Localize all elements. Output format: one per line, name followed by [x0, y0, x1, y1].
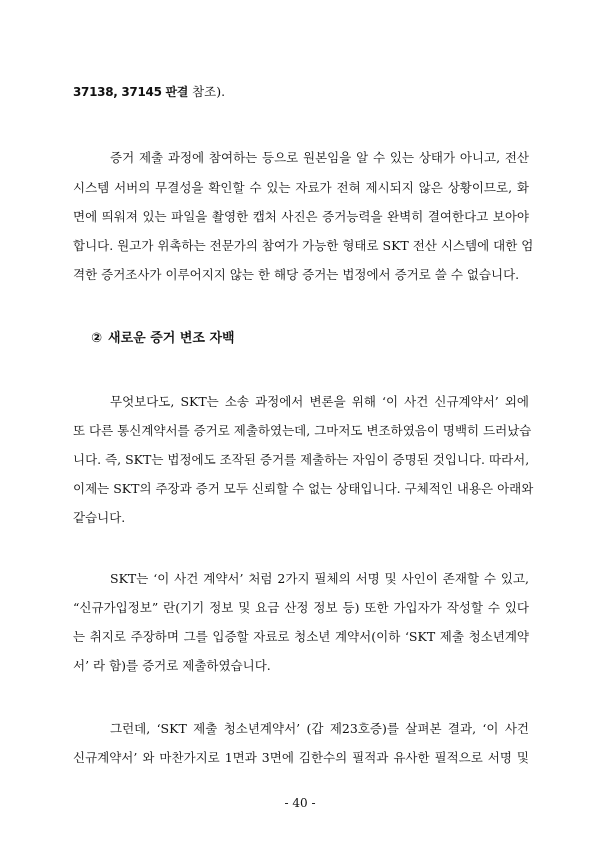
para2-line-4: 이제는 SKT의 주장과 증거 모두 신뢰할 수 없는 상태입니다. 구체적인 내용은 아래와: [73, 481, 534, 496]
section-number: ②: [91, 331, 103, 346]
intro-line: [73, 84, 529, 100]
para2-line-5: 같습니다.: [73, 510, 126, 525]
section-heading: [91, 330, 235, 348]
page-number: - 40 -: [284, 796, 316, 810]
para4-line-2: 신규계약서’ 와 마찬가지로 1면과 3면에 김한수의 필적과 유사한 필적으로 서명 및: [73, 750, 529, 765]
para2-line-1: 무엇보다도, SKT는 소송 과정에서 변론을 위해 ‘이 사건 신규계약서’ 외에: [110, 394, 529, 409]
para1-line-5: 격한 증거조사가 이루어지지 않는 한 해당 증거는 법정에서 증거로 쓸 수 없습니다.: [73, 267, 520, 282]
para1-line-2: 시스템 서버의 무결성을 확인할 수 있는 자료가 전혀 제시되지 않은 상황이므로, 화: [73, 180, 529, 195]
para1-line-3: 면에 띄워져 있는 파일을 촬영한 캡처 사진은 증거능력을 완벽히 결여한다고 보아야: [73, 209, 529, 224]
section-title: 새로운 증거 변조 자백: [108, 331, 235, 346]
para4-line-1: 그런데, ‘SKT 제출 청소년계약서’ (갑 제23호증)를 살펴본 결과, ‘이 사건: [110, 721, 529, 736]
para1-line-1: 증거 제출 과정에 참여하는 등으로 원본임을 알 수 있는 상태가 아니고, 전산: [110, 150, 529, 165]
para2-line-3: 니다. 즉, SKT는 법정에도 조작된 증거를 제출하는 자임이 증명된 것입니다. 따라서,: [73, 452, 530, 467]
para3-line-3: 는 취지로 주장하며 그를 입증할 자료로 청소년 계약서(이하 ‘SKT 제출 청소년계약: [73, 629, 529, 644]
case-reference: 37138, 37145 판결: [73, 85, 189, 99]
para3-line-2: “신규가입정보” 란(기기 정보 및 요금 산정 정보 등) 또한 가입자가 작성할 수 있다: [73, 600, 529, 615]
para2-line-2: 또 다른 통신계약서를 증거로 제출하였는데, 그마저도 변조하였음이 명백히 드러났습: [73, 423, 532, 438]
para3-line-4: 서’ 라 함)를 증거로 제출하였습니다.: [73, 658, 271, 673]
para1-line-4: 합니다. 원고가 위촉하는 전문가의 참여가 가능한 형태로 SKT 전산 시스템에 대한 엄: [73, 238, 534, 253]
para3-line-1: SKT는 ‘이 사건 계약서’ 처럼 2가지 필체의 서명 및 사인이 존재할 수 있고,: [110, 571, 529, 586]
intro-rest: 참조).: [188, 84, 226, 99]
